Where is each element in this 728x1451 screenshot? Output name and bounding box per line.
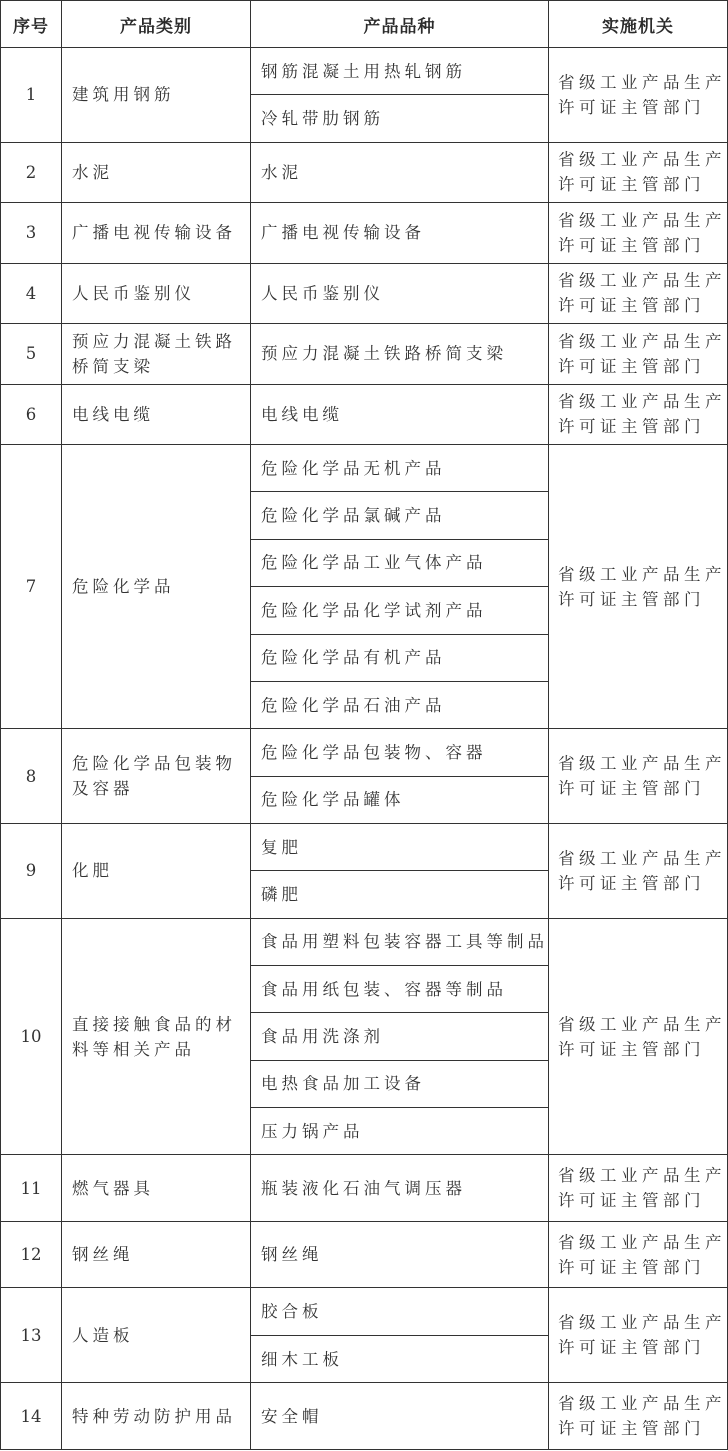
row-variety: 食品用纸包装、容器等制品 — [251, 966, 549, 1013]
row-authority — [549, 823, 728, 918]
row-variety: 危险化学品化学试剂产品 — [251, 587, 549, 634]
table-row — [1, 823, 728, 870]
header-variety: 产品品种 — [251, 1, 549, 48]
row-index: 2 — [1, 142, 62, 202]
header-category: 产品类别 — [62, 1, 251, 48]
row-authority — [549, 1155, 728, 1222]
row-authority — [549, 324, 728, 384]
authority-line-2: 许可证主管部门 — [558, 1039, 705, 1059]
row-index: 11 — [1, 1155, 62, 1222]
authority-line-2: 许可证主管部门 — [558, 175, 705, 195]
table-row — [1, 263, 728, 323]
row-variety: 胶合板 — [251, 1288, 549, 1335]
authority-line-2: 许可证主管部门 — [558, 1338, 705, 1358]
row-category: 人民币鉴别仪 — [62, 263, 251, 323]
row-category: 水泥 — [62, 142, 251, 202]
table-row — [1, 1155, 728, 1222]
authority-line-2: 许可证主管部门 — [558, 1257, 705, 1277]
row-variety: 危险化学品无机产品 — [251, 445, 549, 492]
row-variety: 瓶装液化石油气调压器 — [251, 1155, 549, 1222]
authority-line-2: 许可证主管部门 — [558, 589, 705, 609]
row-variety: 安全帽 — [251, 1383, 549, 1450]
row-category: 人造板 — [62, 1288, 251, 1383]
row-category: 预应力混凝土铁路桥简支梁 — [62, 324, 251, 384]
authority-line-2: 许可证主管部门 — [558, 779, 705, 799]
authority-line-2: 许可证主管部门 — [558, 873, 705, 893]
authority-line-2: 许可证主管部门 — [558, 356, 705, 376]
row-category: 广播电视传输设备 — [62, 203, 251, 263]
row-index: 8 — [1, 729, 62, 824]
row-authority — [549, 918, 728, 1155]
table-row — [1, 142, 728, 202]
row-authority — [549, 1221, 728, 1288]
row-authority — [549, 445, 728, 729]
row-variety: 钢丝绳 — [251, 1221, 549, 1288]
row-variety: 复肥 — [251, 823, 549, 870]
table-header — [1, 1, 728, 48]
row-variety: 水泥 — [251, 142, 549, 202]
authority-line-1: 省级工业产品生产 — [558, 72, 726, 92]
table-row — [1, 48, 728, 95]
row-index: 14 — [1, 1383, 62, 1450]
table-row — [1, 1383, 728, 1450]
row-variety: 冷轧带肋钢筋 — [251, 95, 549, 142]
authority-line-2: 许可证主管部门 — [558, 296, 705, 316]
row-variety: 磷肥 — [251, 871, 549, 918]
row-variety: 电线电缆 — [251, 384, 549, 444]
authority-line-2: 许可证主管部门 — [558, 1419, 705, 1439]
row-authority — [549, 1383, 728, 1450]
table-row — [1, 1288, 728, 1335]
row-authority — [549, 142, 728, 202]
row-variety: 人民币鉴别仪 — [251, 263, 549, 323]
row-variety: 电热食品加工设备 — [251, 1060, 549, 1107]
header-index: 序号 — [1, 1, 62, 48]
row-variety: 危险化学品工业气体产品 — [251, 539, 549, 586]
authority-line-1: 省级工业产品生产 — [558, 210, 726, 230]
authority-line-1: 省级工业产品生产 — [558, 1166, 726, 1186]
row-variety: 食品用洗涤剂 — [251, 1013, 549, 1060]
row-index: 4 — [1, 263, 62, 323]
row-index: 1 — [1, 48, 62, 143]
table-row — [1, 384, 728, 444]
authority-line-1: 省级工业产品生产 — [558, 271, 726, 291]
row-variety: 危险化学品罐体 — [251, 776, 549, 823]
table-row — [1, 203, 728, 263]
authority-line-1: 省级工业产品生产 — [558, 1394, 726, 1414]
row-variety: 细木工板 — [251, 1335, 549, 1382]
authority-line-2: 许可证主管部门 — [558, 97, 705, 117]
authority-line-2: 许可证主管部门 — [558, 1191, 705, 1211]
table-row — [1, 324, 728, 384]
row-category: 特种劳动防护用品 — [62, 1383, 251, 1450]
row-category: 危险化学品包装物及容器 — [62, 729, 251, 824]
authority-line-1: 省级工业产品生产 — [558, 848, 726, 868]
authority-line-1: 省级工业产品生产 — [558, 754, 726, 774]
table-row — [1, 918, 728, 965]
row-index: 6 — [1, 384, 62, 444]
row-authority — [549, 48, 728, 143]
row-variety: 钢筋混凝土用热轧钢筋 — [251, 48, 549, 95]
row-index: 7 — [1, 445, 62, 729]
row-variety: 危险化学品有机产品 — [251, 634, 549, 681]
row-authority — [549, 203, 728, 263]
authority-line-1: 省级工业产品生产 — [558, 1232, 726, 1252]
authority-line-1: 省级工业产品生产 — [558, 1014, 726, 1034]
row-variety: 广播电视传输设备 — [251, 203, 549, 263]
authority-line-1: 省级工业产品生产 — [558, 331, 726, 351]
row-category: 燃气器具 — [62, 1155, 251, 1222]
header-authority: 实施机关 — [549, 1, 728, 48]
row-index: 9 — [1, 823, 62, 918]
authority-line-2: 许可证主管部门 — [558, 417, 705, 437]
authority-line-1: 省级工业产品生产 — [558, 564, 726, 584]
row-index: 5 — [1, 324, 62, 384]
row-variety: 危险化学品氯碱产品 — [251, 492, 549, 539]
row-authority — [549, 384, 728, 444]
row-index: 12 — [1, 1221, 62, 1288]
row-category: 钢丝绳 — [62, 1221, 251, 1288]
row-category: 直接接触食品的材料等相关产品 — [62, 918, 251, 1155]
row-variety: 预应力混凝土铁路桥简支梁 — [251, 324, 549, 384]
authority-line-1: 省级工业产品生产 — [558, 392, 726, 412]
row-variety: 压力锅产品 — [251, 1108, 549, 1155]
table-row — [1, 445, 728, 492]
row-variety: 食品用塑料包装容器工具等制品 — [251, 918, 549, 965]
header-row — [1, 1, 728, 48]
row-authority — [549, 729, 728, 824]
authority-line-2: 许可证主管部门 — [558, 235, 705, 255]
row-index: 13 — [1, 1288, 62, 1383]
row-index: 3 — [1, 203, 62, 263]
table-row — [1, 729, 728, 776]
row-category: 建筑用钢筋 — [62, 48, 251, 143]
row-variety: 危险化学品石油产品 — [251, 681, 549, 728]
row-variety: 危险化学品包装物、容器 — [251, 729, 549, 776]
row-category: 化肥 — [62, 823, 251, 918]
table-row — [1, 1221, 728, 1288]
row-authority — [549, 263, 728, 323]
table-body — [1, 48, 728, 1450]
authority-line-1: 省级工业产品生产 — [558, 150, 726, 170]
row-authority — [549, 1288, 728, 1383]
row-category: 电线电缆 — [62, 384, 251, 444]
authority-line-1: 省级工业产品生产 — [558, 1313, 726, 1333]
row-index: 10 — [1, 918, 62, 1155]
row-category: 危险化学品 — [62, 445, 251, 729]
